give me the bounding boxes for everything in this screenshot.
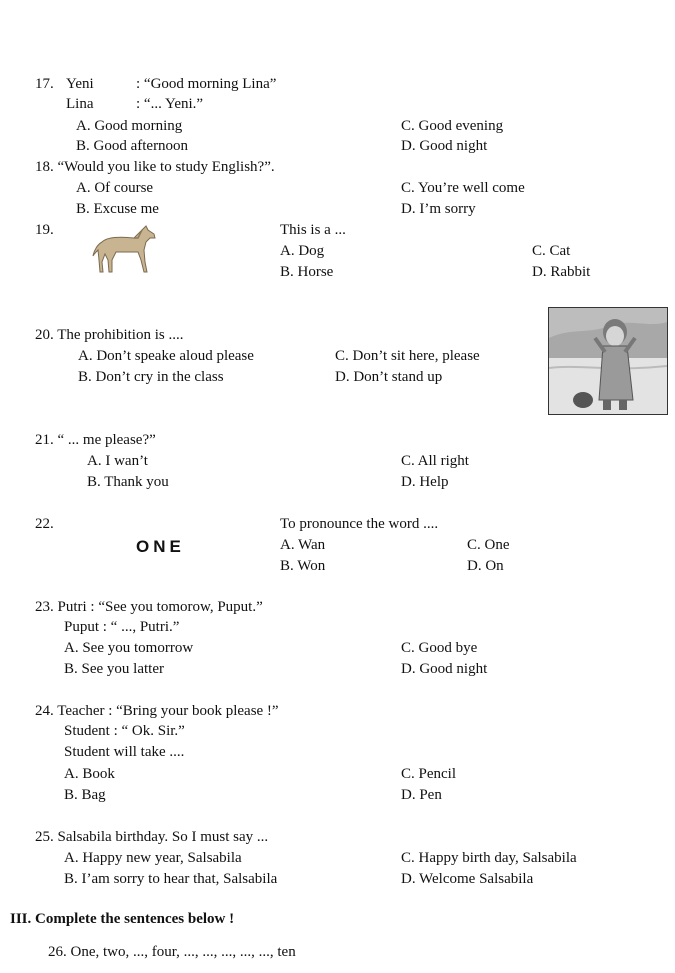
q18-option-b: B. Excuse me — [76, 201, 159, 217]
q17-speaker-1: Yeni — [66, 76, 94, 92]
q22-option-a: A. Wan — [280, 537, 326, 553]
q23-option-d: D. Good night — [401, 661, 488, 677]
horse-icon — [90, 222, 160, 276]
q20-stem: 20. The prohibition is .... — [35, 327, 184, 343]
q17-line-2: : “... Yeni.” — [136, 96, 204, 112]
q25-option-b: B. I’am sorry to hear that, Salsabila — [64, 871, 278, 887]
q24-option-a: A. Book — [64, 766, 115, 782]
q18-option-d: D. I’m sorry — [401, 201, 476, 217]
q19-option-d: D. Rabbit — [532, 264, 591, 280]
q22-number: 22. — [35, 516, 54, 532]
q21-stem: 21. “ ... me please?” — [35, 432, 156, 448]
q24-option-d: D. Pen — [401, 787, 442, 803]
q25-stem: 25. Salsabila birthday. So I must say ... — [35, 829, 269, 845]
q25-option-d: D. Welcome Salsabila — [401, 871, 534, 887]
q22-stem: To pronounce the word .... — [280, 516, 439, 532]
q24-line-3: Student will take .... — [64, 744, 185, 760]
q19-option-a: A. Dog — [280, 243, 325, 259]
q23-line-1: 23. Putri : “See you tomorow, Puput.” — [35, 599, 263, 615]
q18-stem: 18. “Would you like to study English?”. — [35, 159, 275, 175]
q25-option-a: A. Happy new year, Salsabila — [64, 850, 242, 866]
q25-option-c: C. Happy birth day, Salsabila — [401, 850, 577, 866]
q17-number: 17. — [35, 76, 54, 92]
q17-option-d: D. Good night — [401, 138, 488, 154]
q19-number: 19. — [35, 222, 54, 238]
q17-option-c: C. Good evening — [401, 118, 504, 134]
q20-option-a: A. Don’t speake aloud please — [78, 348, 254, 364]
q24-line-1: 24. Teacher : “Bring your book please !” — [35, 703, 279, 719]
q20-option-c: C. Don’t sit here, please — [335, 348, 480, 364]
q20-option-d: D. Don’t stand up — [335, 369, 443, 385]
q22-word: ONE — [136, 537, 185, 556]
q21-option-a: A. I wan’t — [87, 453, 148, 469]
q24-line-2: Student : “ Ok. Sir.” — [64, 723, 185, 739]
q19-option-b: B. Horse — [280, 264, 334, 280]
q26-stem: 26. One, two, ..., four, ..., ..., ..., ..., ..., ten — [48, 944, 296, 960]
q22-option-c: C. One — [467, 537, 510, 553]
q22-option-b: B. Won — [280, 558, 326, 574]
q23-option-a: A. See you tomorrow — [64, 640, 194, 656]
q17-speaker-2: Lina — [66, 96, 94, 112]
q24-option-b: B. Bag — [64, 787, 106, 803]
crying-child-icon — [548, 307, 668, 415]
q18-option-a: A. Of course — [76, 180, 154, 196]
q19-stem: This is a ... — [280, 222, 346, 238]
q23-option-b: B. See you latter — [64, 661, 164, 677]
q21-option-c: C. All right — [401, 453, 469, 469]
q20-option-b: B. Don’t cry in the class — [78, 369, 224, 385]
q17-option-b: B. Good afternoon — [76, 138, 189, 154]
q17-line-1: : “Good morning Lina” — [136, 76, 277, 92]
q18-option-c: C. You’re well come — [401, 180, 525, 196]
q21-option-d: D. Help — [401, 474, 449, 490]
q23-line-2: Puput : “ ..., Putri.” — [64, 619, 180, 635]
q21-option-b: B. Thank you — [87, 474, 169, 490]
q22-option-d: D. On — [467, 558, 504, 574]
q23-option-c: C. Good bye — [401, 640, 478, 656]
q24-option-c: C. Pencil — [401, 766, 456, 782]
q17-option-a: A. Good morning — [76, 118, 183, 134]
q19-option-c: C. Cat — [532, 243, 571, 259]
section-3-heading: III. Complete the sentences below ! — [10, 911, 235, 927]
